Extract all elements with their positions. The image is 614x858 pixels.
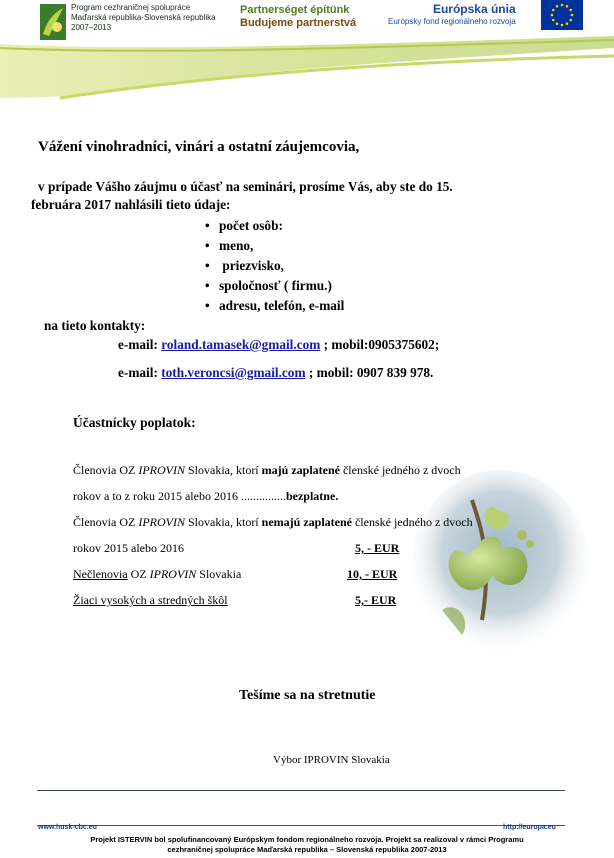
mobile-number: ; mobil:0905375602;: [323, 337, 440, 352]
program-line-2: Maďarská republika-Slovenská republika: [71, 13, 216, 22]
list-item: • spoločnosť ( firmu.): [205, 276, 344, 296]
org-name: IPROVIN: [138, 463, 185, 477]
letterhead: [0, 0, 614, 100]
fee-condition: nemajú zaplatené: [261, 515, 352, 529]
eu-fund-name: Európsky fond regionálneho rozvoja: [388, 17, 516, 26]
fee-row: [73, 463, 461, 478]
fee-price: 10, - EUR: [347, 567, 398, 581]
program-name: [71, 3, 216, 33]
required-info-list: [205, 216, 344, 316]
greeting: Vážení vinohradníci, vinári a ostatní záujemcovia,: [38, 139, 360, 155]
eu-title: Európska únia: [432, 2, 516, 16]
fee-text: Slovakia: [196, 567, 242, 581]
footer-line-1: Projekt ISTERVIN bol spolufinancovaný Európskym fondom regionálneho rozvoja. Projekt sa realizoval v rámci Programu: [90, 835, 524, 844]
fee-text: Slovakia, ktorí: [184, 515, 262, 529]
fee-text: Členovia OZ: [73, 463, 139, 477]
fee-text: .: [335, 489, 339, 503]
footer-divider: [37, 790, 565, 791]
fee-text: Slovakia, ktorí: [184, 463, 262, 477]
fee-row: Žiaci vysokých a stredných škôl: [73, 593, 228, 607]
program-logo: [40, 2, 235, 44]
contacts-label: na tieto kontakty:: [44, 318, 146, 333]
contact-row: [118, 337, 439, 353]
fee-condition: majú zaplatené: [261, 463, 340, 477]
fee-heading: Účastnícky poplatok:: [73, 415, 196, 430]
mobile-number: ; mobil: 0907 839 978.: [308, 365, 434, 380]
eu-flag-icon: [541, 0, 583, 30]
contact-row: [118, 365, 433, 381]
slogan-hungarian: Partnerséget építünk: [240, 4, 350, 16]
grapevine-photo: [412, 470, 587, 655]
slogan-slovak: Budujeme partnerstvá: [240, 17, 357, 29]
list-item: • počet osôb:: [205, 216, 344, 236]
partnership-slogan: [240, 4, 356, 30]
eu-label: [388, 2, 516, 27]
fee-text: OZ: [127, 567, 150, 581]
fee-row: [73, 515, 473, 530]
intro-line-1: v prípade Vášho záujmu o účasť na seminári, prosíme Vás, aby ste do 15.: [38, 179, 453, 194]
fee-price: 5,- EUR: [355, 593, 397, 607]
husk-logo-icon: [40, 4, 66, 40]
org-name: IPROVIN: [149, 567, 197, 581]
fee-text: rokov 2015 alebo 2016: [73, 541, 184, 555]
signature: Výbor IPROVIN Slovakia: [273, 754, 390, 766]
husk-website-link[interactable]: www.husk-cbc.eu: [38, 824, 97, 831]
email-link[interactable]: roland.tamasek@gmail.com: [161, 337, 321, 352]
intro-line-2: februára 2017 nahlásili tieto údaje:: [31, 197, 231, 212]
footer-bar: [37, 825, 565, 835]
email-label: e-mail:: [118, 337, 158, 352]
list-item: • priezvisko,: [205, 256, 344, 276]
closing: Tešíme sa na stretnutie: [239, 688, 376, 703]
email-label: e-mail:: [118, 365, 158, 380]
program-line-1: Program cezhraničnej spolupráce: [71, 3, 191, 12]
footer-line-2: cezhraničnej spolupráce Maďarská republika – Slovenská republika 2007-2013: [167, 845, 447, 854]
europa-website-link[interactable]: http://europa.eu: [503, 824, 556, 831]
fee-text: Nečlenovia: [73, 567, 128, 581]
program-line-3: 2007–2013: [71, 23, 112, 32]
list-item: • meno,: [205, 236, 344, 256]
fee-row: [73, 541, 184, 556]
fee-free: bezplatne: [285, 489, 336, 503]
email-link[interactable]: toth.veroncsi@gmail.com: [161, 365, 306, 380]
fee-row: [73, 567, 241, 582]
fee-text: Členovia OZ: [73, 515, 139, 529]
fee-row: [73, 489, 338, 504]
list-item: • adresu, telefón, e-mail: [205, 296, 344, 316]
fee-text: členské jedného z dvoch: [339, 463, 461, 477]
org-name: IPROVIN: [138, 515, 185, 529]
fee-text: rokov a to z roku 2015 alebo 2016 ...............: [73, 489, 286, 503]
fee-price: 5, - EUR: [355, 541, 400, 555]
fee-text: členské jedného z dvoch: [351, 515, 473, 529]
